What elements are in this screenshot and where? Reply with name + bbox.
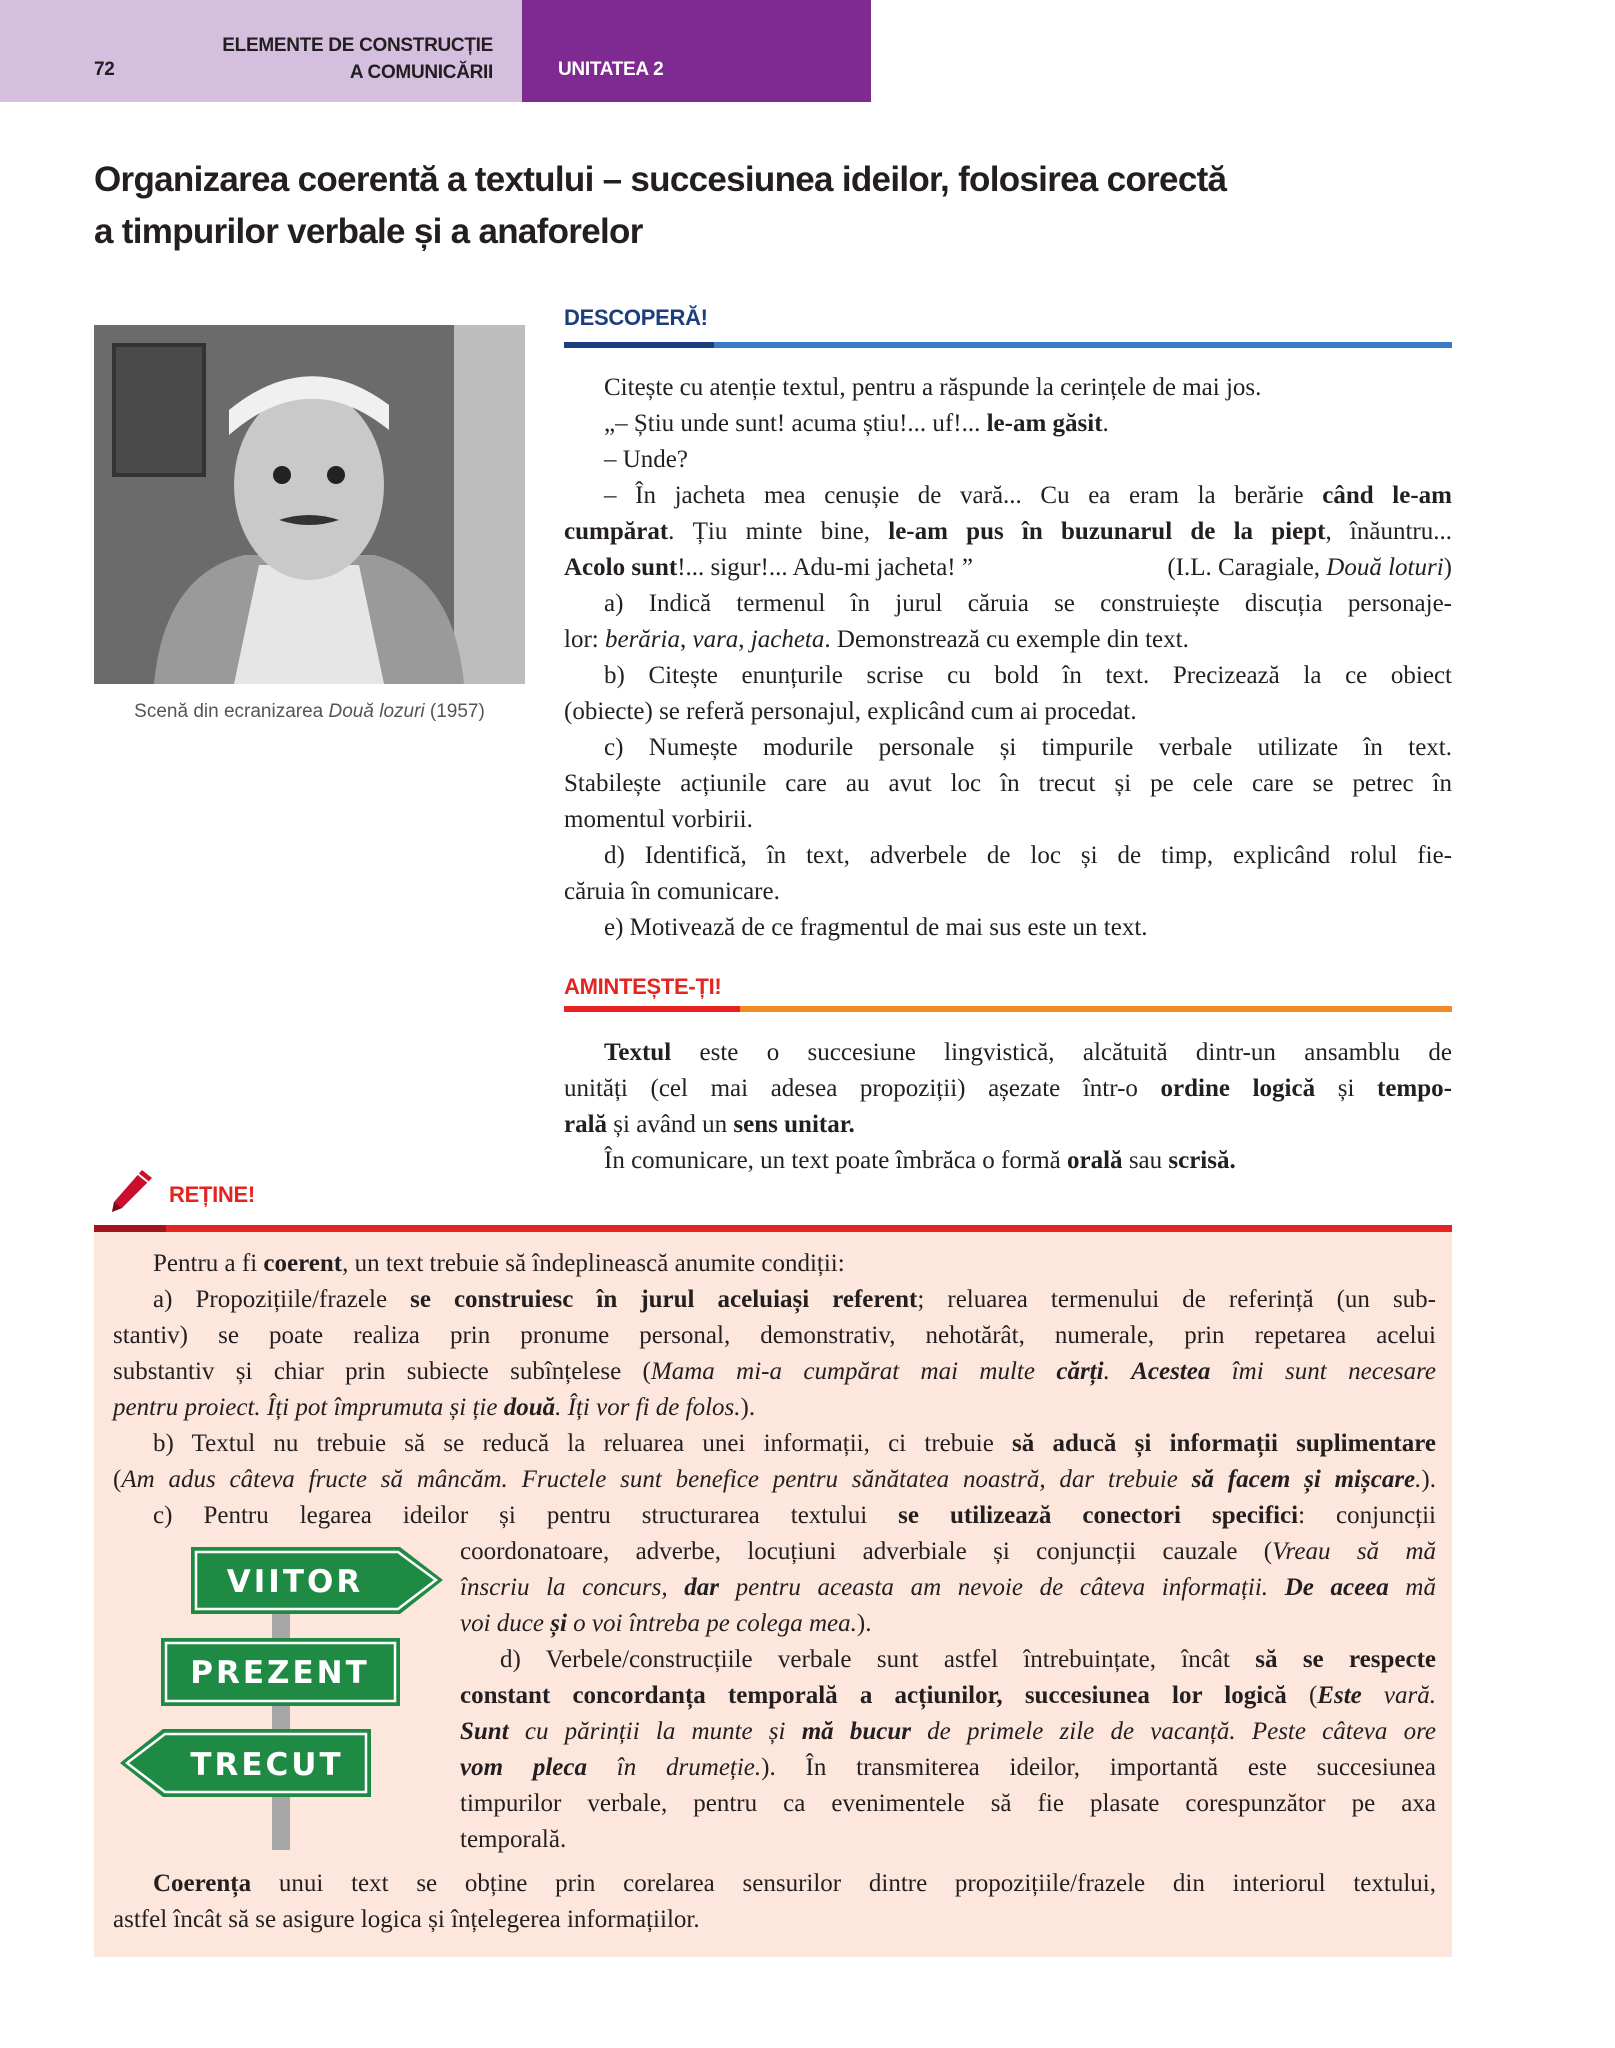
- section-title-line1: ELEMENTE DE CONSTRUCȚIE: [222, 35, 493, 56]
- section-title: [222, 32, 493, 86]
- text-run: ordine logică: [1160, 1075, 1316, 1102]
- descopera-text: [564, 370, 1452, 946]
- text-run: Acestea: [1131, 1358, 1211, 1385]
- text-run: unui text se obține prin corelarea sensurilor dintre propozițiile/frazele din interiorul textului,: [251, 1870, 1436, 1897]
- text-line: [460, 1678, 1436, 1714]
- text-line: [564, 370, 1452, 406]
- text-run: jacheta: [750, 626, 825, 653]
- text-run: .: [1415, 1466, 1422, 1493]
- text-line: [564, 838, 1452, 874]
- text-line: [460, 1642, 1436, 1678]
- aminteste-heading: AMINTEȘTE-ȚI!: [564, 974, 722, 999]
- text-run: și: [550, 1610, 567, 1637]
- text-line: [564, 874, 1452, 910]
- text-run: Mama mi-a cumpărat mai multe: [650, 1358, 1057, 1385]
- film-still-illustration: [94, 325, 525, 684]
- text-run: îmi sunt necesare: [1210, 1358, 1437, 1385]
- text-run: o voi întreba pe colega mea.: [566, 1610, 857, 1637]
- text-run: ).: [1421, 1466, 1436, 1493]
- text-run: vom pleca: [460, 1754, 587, 1781]
- text-run: de primele zile de vacanță. Peste câteva ore: [910, 1718, 1436, 1745]
- text-run: să aducă și informații suplimentare: [1012, 1430, 1436, 1457]
- text-run: e) Motivează de ce fragmentul de mai sus este un text.: [604, 914, 1148, 941]
- text-line: [113, 1282, 1436, 1318]
- text-line: [460, 1534, 1436, 1570]
- text-run: – În jacheta mea cenușie de vară... Cu ea eram la berărie: [604, 482, 1323, 509]
- text-run: . Țiu minte bine,: [668, 518, 889, 545]
- descopera-bar: [714, 342, 1452, 348]
- text-run: le-am găsit: [986, 410, 1103, 437]
- text-run: Două loturi: [1326, 554, 1444, 581]
- text-run: cărți: [1056, 1358, 1104, 1385]
- text-line: [564, 1035, 1452, 1071]
- text-run: a) Indică termenul în jurul căruia se construiește discuția personaje-: [604, 590, 1452, 617]
- text-line: [564, 622, 1452, 658]
- text-run: ,: [679, 626, 693, 653]
- text-run: vară.: [1361, 1682, 1437, 1709]
- page-title: [94, 154, 1494, 258]
- retine-bar-dark: [94, 1225, 166, 1232]
- text-line: [564, 1143, 1452, 1179]
- text-run: a) Propozițiile/frazele: [153, 1286, 411, 1313]
- text-run: Textul: [604, 1039, 672, 1066]
- text-line: [564, 478, 1452, 514]
- text-line: [113, 1354, 1436, 1390]
- aminteste-bar-red: [564, 1006, 740, 1012]
- text-run: , un text trebuie să îndeplinească anumite condiții:: [342, 1250, 845, 1277]
- retine-text-side: [460, 1534, 1436, 1858]
- text-line: [113, 1498, 1436, 1534]
- text-run: este o succesiune lingvistică, alcătuită dintr-un ansamblu de: [671, 1039, 1452, 1066]
- text-run: !... sigur!... Adu-mi jacheta! ”: [677, 554, 973, 581]
- text-run: stantiv) se poate realiza prin pronume personal, demonstrativ, nehotărât, numerale, prin repetarea acelui: [113, 1322, 1436, 1349]
- text-run: tempo-: [1377, 1075, 1452, 1102]
- text-line: [460, 1714, 1436, 1750]
- text-run: : conjuncții: [1298, 1502, 1437, 1529]
- text-run: ): [1443, 554, 1452, 581]
- caption-text: Scenă din ecranizarea: [134, 701, 329, 722]
- text-line: [460, 1750, 1436, 1786]
- sign-past-label: TRECUT: [190, 1747, 344, 1783]
- text-run: ).: [856, 1610, 872, 1637]
- text-line: [113, 1866, 1436, 1902]
- text-run: pentru proiect. Îți pot împrumuta și ție: [113, 1394, 504, 1421]
- text-run: „– Știu unde sunt! acuma știu!... uf!...: [604, 410, 987, 437]
- retine-bar: [166, 1225, 1452, 1232]
- text-run: (I.L. Caragiale,: [1167, 554, 1327, 581]
- text-run: – Unde?: [604, 446, 688, 473]
- text-run: se utilizează conectori specifici: [898, 1502, 1299, 1529]
- text-run: sau: [1122, 1147, 1169, 1174]
- text-run: Pentru a fi: [153, 1250, 264, 1277]
- text-run: Am adus câteva fructe să mâncăm. Fructele sunt benefice pentru sănătatea noastră, dar trebuie: [121, 1466, 1192, 1493]
- text-run: orală: [1067, 1147, 1123, 1174]
- text-run: ).: [740, 1394, 756, 1421]
- text-run: voi duce: [460, 1610, 551, 1637]
- text-run: ,: [738, 626, 751, 653]
- text-run: Vreau să mă: [1272, 1538, 1436, 1565]
- text-run: b) Textul nu trebuie să se reducă la reluarea unei informații, ci trebuie: [153, 1430, 1013, 1457]
- text-run: coerent: [263, 1250, 343, 1277]
- text-run: coordonatoare, adverbe, locuțiuni adverbiale și conjuncții cauzale (: [460, 1538, 1273, 1565]
- retine-text-bottom: [113, 1866, 1436, 1938]
- text-line: [564, 586, 1452, 622]
- text-line: [113, 1902, 1436, 1938]
- citation: [1167, 550, 1452, 586]
- aminteste-bar: [740, 1006, 1452, 1012]
- text-run: Sunt: [460, 1718, 509, 1745]
- text-run: când le-am: [1322, 482, 1452, 509]
- text-run: constant concordanța temporală a acțiunilor, succesiunea lor logică: [460, 1682, 1287, 1709]
- text-line: [113, 1426, 1436, 1462]
- film-still-photo: [94, 325, 525, 684]
- text-run: d) Identifică, în text, adverbele de loc și de timp, explicând rolul fie-: [604, 842, 1452, 869]
- unit-label: UNITATEA 2: [558, 59, 664, 80]
- text-run: Stabilește acțiunile care au avut loc în trecut și pe cele care se petrec în: [564, 770, 1452, 797]
- text-run: timpurilor verbale, pentru ca evenimentele să fie plasate corespunzător pe axa: [460, 1790, 1436, 1817]
- text-line: [460, 1570, 1436, 1606]
- sign-past: [120, 1729, 371, 1797]
- text-run: c) Numește modurile personale și timpurile verbale utilizate în text.: [604, 734, 1452, 761]
- caption-film-title: Două lozuri: [328, 701, 425, 722]
- text-line: [564, 730, 1452, 766]
- text-run: d) Verbele/construcțiile verbale sunt astfel întrebuințate, încât: [500, 1646, 1256, 1673]
- retine-heading: REȚINE!: [169, 1182, 255, 1207]
- text-line: [113, 1318, 1436, 1354]
- text-line: [564, 1071, 1452, 1107]
- page-number: 72: [94, 59, 115, 80]
- text-run: vara: [692, 626, 739, 653]
- text-run: (: [1286, 1682, 1318, 1709]
- text-run: temporală.: [460, 1826, 567, 1853]
- text-run: momentul vorbirii.: [564, 806, 753, 833]
- retine-text-top: [113, 1246, 1436, 1534]
- text-run: și având un: [607, 1111, 734, 1138]
- text-run: (obiecte) se referă personajul, explicând cum ai procedat.: [564, 698, 1137, 725]
- text-line: [564, 406, 1452, 442]
- text-run: rală: [564, 1111, 608, 1138]
- text-run: să se respecte: [1255, 1646, 1436, 1673]
- text-run: mă: [1388, 1574, 1436, 1601]
- text-line: [564, 550, 1452, 586]
- text-run: berăria: [604, 626, 680, 653]
- header-unit-band: [522, 0, 871, 102]
- text-run: ; reluarea termenului de referință (un sub-: [917, 1286, 1437, 1313]
- section-title-line2: A COMUNICĂRII: [349, 62, 493, 83]
- text-run: Acolo sunt: [564, 554, 678, 581]
- text-line: [564, 442, 1452, 478]
- sign-future-label: VIITOR: [226, 1564, 364, 1600]
- text-run: cumpărat: [564, 518, 669, 545]
- text-line: [113, 1246, 1436, 1282]
- aminteste-text: [564, 1035, 1452, 1179]
- text-run: c) Pentru legarea ideilor și pentru structurarea textului: [153, 1502, 899, 1529]
- text-line: [564, 802, 1452, 838]
- text-line: [564, 1107, 1452, 1143]
- photo-caption: [94, 701, 525, 723]
- caption-year: (1957): [424, 701, 485, 722]
- text-line: [564, 658, 1452, 694]
- text-run: și: [1315, 1075, 1378, 1102]
- text-run: lor:: [564, 626, 605, 653]
- text-run: scrisă.: [1168, 1147, 1236, 1174]
- text-run: dar: [684, 1574, 719, 1601]
- text-run: , înăuntru...: [1325, 518, 1452, 545]
- text-run: (: [113, 1466, 122, 1493]
- text-run: Este: [1317, 1682, 1362, 1709]
- text-line: [460, 1786, 1436, 1822]
- text-run: Coerența: [153, 1870, 252, 1897]
- text-run: unități (cel mai adesea propoziții) așezate într-o: [564, 1075, 1161, 1102]
- text-run: mă bucur: [801, 1718, 911, 1745]
- text-line: [113, 1462, 1436, 1498]
- text-run: Citește cu atenție textul, pentru a răspunde la cerințele de mai jos.: [604, 374, 1262, 401]
- sign-future: [191, 1547, 443, 1614]
- page-title-line2: a timpurilor verbale și a anaforelor: [94, 212, 643, 251]
- text-run: sens unitar.: [733, 1111, 855, 1138]
- text-run: căruia în comunicare.: [564, 878, 780, 905]
- text-run: De aceea: [1284, 1574, 1389, 1601]
- text-run: . Demonstrează cu exemple din text.: [824, 626, 1189, 653]
- text-run: să facem și mișcare: [1191, 1466, 1416, 1493]
- descopera-heading: DESCOPERĂ!: [564, 305, 708, 330]
- page-title-line1: Organizarea coerentă a textului – succesiunea ideilor, folosirea corectă: [94, 160, 1227, 199]
- tense-signpost-illustration: [110, 1540, 460, 1860]
- pencil-icon: [108, 1168, 154, 1214]
- text-run: astfel încât să se asigure logica și înțelegerea informațiilor.: [113, 1906, 700, 1933]
- text-line: [564, 694, 1452, 730]
- text-run: două: [503, 1394, 556, 1421]
- text-run: substantiv și chiar prin subiecte subînțelese (: [113, 1358, 651, 1385]
- text-line: [460, 1822, 1436, 1858]
- text-run: b) Citește enunțurile scrise cu bold în text. Precizează la ce obiect: [604, 662, 1452, 689]
- descopera-bar-dark: [564, 342, 714, 348]
- sign-present: [161, 1638, 400, 1706]
- text-run: ). În transmiterea ideilor, importantă este succesiunea: [761, 1754, 1436, 1781]
- text-line: [113, 1390, 1436, 1426]
- text-run: le-am pus în buzunarul de la piept: [888, 518, 1326, 545]
- text-run: pentru aceasta am nevoie de câteva informații.: [718, 1574, 1285, 1601]
- text-run: înscriu la concurs,: [460, 1574, 685, 1601]
- text-run: În comunicare, un text poate îmbrăca o formă: [604, 1147, 1068, 1174]
- text-line: [564, 910, 1452, 946]
- sign-present-label: PREZENT: [190, 1655, 370, 1691]
- text-run: se construiesc în jurul aceluiași referent: [410, 1286, 918, 1313]
- text-line: [460, 1606, 1436, 1642]
- text-run: . Îți vor fi de folos.: [555, 1394, 741, 1421]
- text-run: .: [1102, 410, 1109, 437]
- text-run: .: [1103, 1358, 1132, 1385]
- text-line: [564, 766, 1452, 802]
- text-run: cu părinții la munte și: [508, 1718, 802, 1745]
- text-line: [564, 514, 1452, 550]
- text-run: în drumeție.: [586, 1754, 762, 1781]
